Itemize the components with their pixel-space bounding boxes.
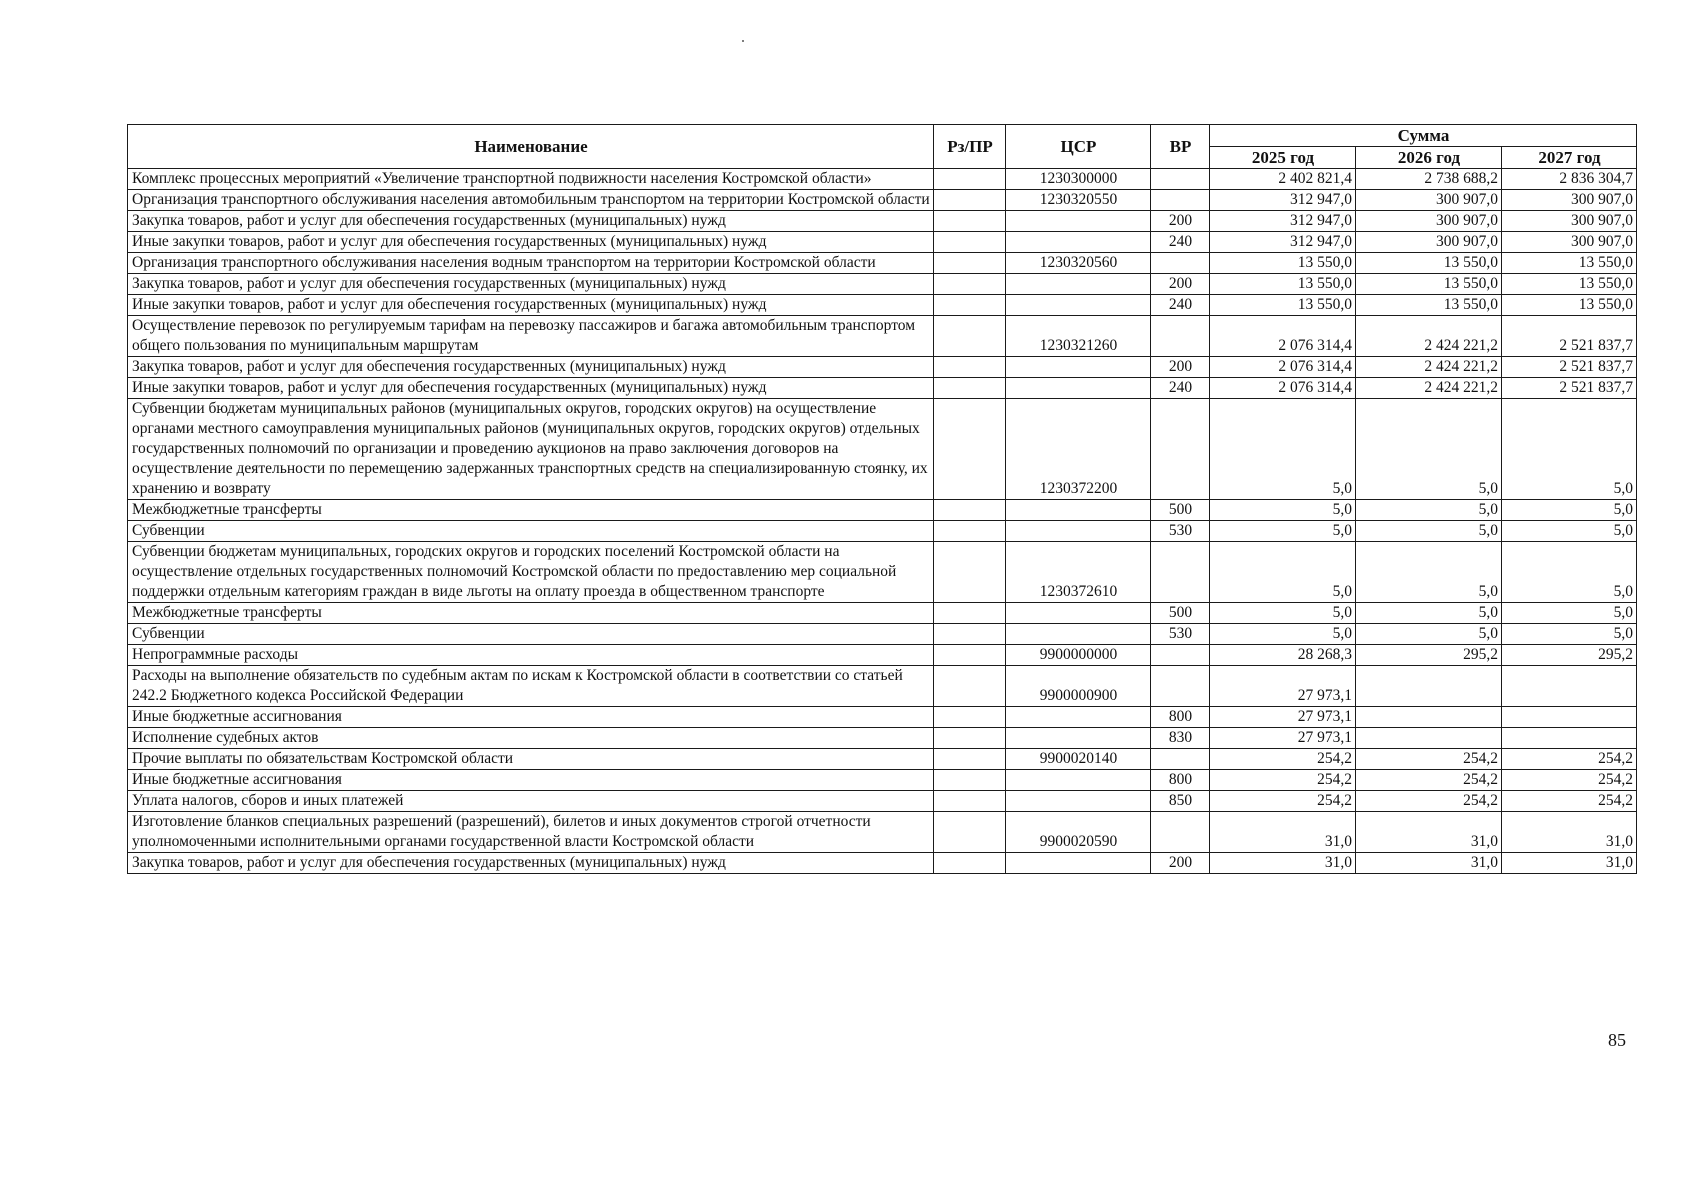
cell-2025: 254,2	[1210, 770, 1356, 791]
cell-csr: 1230321260	[1006, 316, 1151, 357]
cell-2025: 5,0	[1210, 399, 1356, 500]
cell-2027: 13 550,0	[1502, 274, 1637, 295]
cell-2025: 254,2	[1210, 749, 1356, 770]
cell-csr: 9900000000	[1006, 645, 1151, 666]
cell-rz	[934, 190, 1006, 211]
cell-vr	[1151, 399, 1210, 500]
cell-name: Прочие выплаты по обязательствам Костромской области	[128, 749, 934, 770]
cell-vr: 240	[1151, 378, 1210, 399]
cell-2026: 5,0	[1356, 624, 1502, 645]
cell-csr	[1006, 853, 1151, 874]
cell-2027: 300 907,0	[1502, 190, 1637, 211]
cell-2025: 5,0	[1210, 603, 1356, 624]
cell-2027	[1502, 707, 1637, 728]
cell-vr: 500	[1151, 500, 1210, 521]
cell-2027: 2 521 837,7	[1502, 378, 1637, 399]
cell-2026	[1356, 707, 1502, 728]
cell-name: Организация транспортного обслуживания населения автомобильным транспортом на территории Костромской области	[128, 190, 934, 211]
cell-csr: 9900020590	[1006, 812, 1151, 853]
cell-2025: 2 076 314,4	[1210, 357, 1356, 378]
cell-rz	[934, 521, 1006, 542]
cell-rz	[934, 211, 1006, 232]
cell-rz	[934, 169, 1006, 190]
cell-vr	[1151, 169, 1210, 190]
cell-rz	[934, 274, 1006, 295]
cell-name: Закупка товаров, работ и услуг для обеспечения государственных (муниципальных) нужд	[128, 211, 934, 232]
cell-vr: 200	[1151, 274, 1210, 295]
cell-csr	[1006, 728, 1151, 749]
cell-vr	[1151, 542, 1210, 603]
cell-2027: 295,2	[1502, 645, 1637, 666]
cell-2027: 31,0	[1502, 853, 1637, 874]
cell-vr: 240	[1151, 232, 1210, 253]
table-row	[128, 190, 1637, 211]
cell-csr: 1230372200	[1006, 399, 1151, 500]
header-2025: 2025 год	[1210, 147, 1356, 169]
cell-vr: 850	[1151, 791, 1210, 812]
header-vr: ВР	[1151, 125, 1210, 169]
cell-rz	[934, 707, 1006, 728]
cell-name: Осуществление перевозок по регулируемым тарифам на перевозку пассажиров и багажа автомобильным транспортом общего пользования по муниципальным маршрутам	[128, 316, 934, 357]
cell-rz	[934, 666, 1006, 707]
cell-name: Межбюджетные трансферты	[128, 603, 934, 624]
cell-name: Расходы на выполнение обязательств по судебным актам по искам к Костромской области в соответствии со статьей 242.2 Бюджетного кодекса Российской Федерации	[128, 666, 934, 707]
cell-2025: 27 973,1	[1210, 666, 1356, 707]
cell-vr: 530	[1151, 624, 1210, 645]
cell-vr	[1151, 645, 1210, 666]
cell-name: Закупка товаров, работ и услуг для обеспечения государственных (муниципальных) нужд	[128, 853, 934, 874]
table-row	[128, 316, 1637, 357]
cell-rz	[934, 603, 1006, 624]
cell-2026: 2 424 221,2	[1356, 357, 1502, 378]
cell-2027: 2 521 837,7	[1502, 357, 1637, 378]
table-row	[128, 791, 1637, 812]
cell-rz	[934, 542, 1006, 603]
cell-2026: 5,0	[1356, 500, 1502, 521]
cell-2027	[1502, 728, 1637, 749]
cell-vr: 240	[1151, 295, 1210, 316]
cell-csr: 1230372610	[1006, 542, 1151, 603]
cell-vr: 530	[1151, 521, 1210, 542]
table-row	[128, 253, 1637, 274]
cell-name: Иные закупки товаров, работ и услуг для обеспечения государственных (муниципальных) нужд	[128, 232, 934, 253]
cell-rz	[934, 728, 1006, 749]
table-row	[128, 812, 1637, 853]
cell-2026: 2 424 221,2	[1356, 378, 1502, 399]
cell-2026: 5,0	[1356, 399, 1502, 500]
cell-rz	[934, 378, 1006, 399]
cell-csr: 1230300000	[1006, 169, 1151, 190]
cell-2027: 2 836 304,7	[1502, 169, 1637, 190]
cell-2025: 13 550,0	[1210, 274, 1356, 295]
cell-2027: 5,0	[1502, 624, 1637, 645]
table-row	[128, 707, 1637, 728]
cell-2025: 5,0	[1210, 542, 1356, 603]
cell-csr	[1006, 791, 1151, 812]
cell-2025: 254,2	[1210, 791, 1356, 812]
cell-name: Межбюджетные трансферты	[128, 500, 934, 521]
table-row	[128, 211, 1637, 232]
table-row	[128, 399, 1637, 500]
cell-2027: 300 907,0	[1502, 232, 1637, 253]
cell-2026: 295,2	[1356, 645, 1502, 666]
cell-name: Комплекс процессных мероприятий «Увеличение транспортной подвижности населения Костромской области»	[128, 169, 934, 190]
cell-2026: 5,0	[1356, 603, 1502, 624]
cell-name: Непрограммные расходы	[128, 645, 934, 666]
cell-2027: 5,0	[1502, 500, 1637, 521]
cell-csr: 9900020140	[1006, 749, 1151, 770]
cell-csr	[1006, 603, 1151, 624]
cell-2026	[1356, 728, 1502, 749]
cell-name: Субвенции	[128, 624, 934, 645]
cell-vr: 200	[1151, 211, 1210, 232]
cell-vr: 800	[1151, 770, 1210, 791]
table-row	[128, 378, 1637, 399]
cell-csr	[1006, 707, 1151, 728]
cell-rz	[934, 624, 1006, 645]
cell-csr	[1006, 232, 1151, 253]
cell-vr	[1151, 190, 1210, 211]
cell-2027: 13 550,0	[1502, 253, 1637, 274]
cell-2026: 254,2	[1356, 749, 1502, 770]
cell-rz	[934, 749, 1006, 770]
scan-speck	[742, 40, 744, 42]
cell-2025: 13 550,0	[1210, 295, 1356, 316]
cell-rz	[934, 853, 1006, 874]
cell-2025: 13 550,0	[1210, 253, 1356, 274]
cell-name: Закупка товаров, работ и услуг для обеспечения государственных (муниципальных) нужд	[128, 274, 934, 295]
cell-rz	[934, 357, 1006, 378]
table-row	[128, 169, 1637, 190]
table-row	[128, 749, 1637, 770]
cell-rz	[934, 316, 1006, 357]
cell-rz	[934, 500, 1006, 521]
table-row	[128, 357, 1637, 378]
cell-2027: 254,2	[1502, 791, 1637, 812]
header-sum: Сумма	[1210, 125, 1637, 147]
cell-2027	[1502, 666, 1637, 707]
cell-2025: 27 973,1	[1210, 707, 1356, 728]
table-row	[128, 770, 1637, 791]
cell-rz	[934, 295, 1006, 316]
cell-csr: 1230320550	[1006, 190, 1151, 211]
cell-2025: 2 076 314,4	[1210, 378, 1356, 399]
cell-vr: 200	[1151, 853, 1210, 874]
table-row	[128, 500, 1637, 521]
cell-2025: 312 947,0	[1210, 190, 1356, 211]
cell-vr	[1151, 812, 1210, 853]
cell-name: Закупка товаров, работ и услуг для обеспечения государственных (муниципальных) нужд	[128, 357, 934, 378]
cell-rz	[934, 791, 1006, 812]
cell-vr	[1151, 253, 1210, 274]
cell-csr: 9900000900	[1006, 666, 1151, 707]
cell-vr	[1151, 666, 1210, 707]
cell-2025: 2 402 821,4	[1210, 169, 1356, 190]
cell-rz	[934, 770, 1006, 791]
cell-csr	[1006, 500, 1151, 521]
cell-2025: 31,0	[1210, 812, 1356, 853]
cell-2026: 13 550,0	[1356, 274, 1502, 295]
cell-name: Иные закупки товаров, работ и услуг для обеспечения государственных (муниципальных) нужд	[128, 378, 934, 399]
table-row	[128, 542, 1637, 603]
cell-csr	[1006, 521, 1151, 542]
table-row	[128, 666, 1637, 707]
table-header	[128, 125, 1637, 169]
cell-2026: 31,0	[1356, 812, 1502, 853]
cell-vr: 500	[1151, 603, 1210, 624]
cell-name: Иные бюджетные ассигнования	[128, 707, 934, 728]
cell-csr: 1230320560	[1006, 253, 1151, 274]
cell-2026: 5,0	[1356, 521, 1502, 542]
cell-vr: 830	[1151, 728, 1210, 749]
budget-table	[127, 124, 1637, 874]
cell-name: Субвенции	[128, 521, 934, 542]
cell-2027: 254,2	[1502, 770, 1637, 791]
header-2027: 2027 год	[1502, 147, 1637, 169]
cell-2027: 5,0	[1502, 521, 1637, 542]
table-row	[128, 603, 1637, 624]
cell-2026: 254,2	[1356, 770, 1502, 791]
cell-rz	[934, 253, 1006, 274]
cell-2025: 312 947,0	[1210, 211, 1356, 232]
cell-name: Иные закупки товаров, работ и услуг для обеспечения государственных (муниципальных) нужд	[128, 295, 934, 316]
cell-2027: 5,0	[1502, 542, 1637, 603]
cell-2025: 312 947,0	[1210, 232, 1356, 253]
table-row	[128, 728, 1637, 749]
cell-vr	[1151, 316, 1210, 357]
cell-2026: 2 738 688,2	[1356, 169, 1502, 190]
table-row	[128, 274, 1637, 295]
cell-name: Уплата налогов, сборов и иных платежей	[128, 791, 934, 812]
cell-name: Иные бюджетные ассигнования	[128, 770, 934, 791]
cell-2025: 28 268,3	[1210, 645, 1356, 666]
cell-2026: 300 907,0	[1356, 232, 1502, 253]
cell-csr	[1006, 357, 1151, 378]
cell-csr	[1006, 274, 1151, 295]
cell-2026: 2 424 221,2	[1356, 316, 1502, 357]
cell-name: Организация транспортного обслуживания населения водным транспортом на территории Костромской области	[128, 253, 934, 274]
cell-csr	[1006, 211, 1151, 232]
cell-2026: 13 550,0	[1356, 253, 1502, 274]
cell-2026: 31,0	[1356, 853, 1502, 874]
cell-rz	[934, 812, 1006, 853]
table-row	[128, 521, 1637, 542]
cell-csr	[1006, 770, 1151, 791]
cell-2026: 254,2	[1356, 791, 1502, 812]
table-row	[128, 232, 1637, 253]
cell-name: Изготовление бланков специальных разрешений (разрешений), билетов и иных документов строгой отчетности уполномоченными исполнительными органами государственной власти Костромской области	[128, 812, 934, 853]
cell-2026	[1356, 666, 1502, 707]
cell-2027: 2 521 837,7	[1502, 316, 1637, 357]
cell-vr	[1151, 749, 1210, 770]
header-2026: 2026 год	[1356, 147, 1502, 169]
page-number: 85	[1608, 1030, 1626, 1050]
cell-vr: 200	[1151, 357, 1210, 378]
table-row	[128, 853, 1637, 874]
cell-2027: 13 550,0	[1502, 295, 1637, 316]
table-body	[128, 169, 1637, 874]
cell-name: Исполнение судебных актов	[128, 728, 934, 749]
cell-2027: 31,0	[1502, 812, 1637, 853]
cell-name: Субвенции бюджетам муниципальных районов (муниципальных округов, городских округов) на осуществление органами местного самоуправления муниципальных районов (муниципальных округов, городских округов) отдельных государственных полномочий по организации и проведению аукционов на право заключения договоров на осуществление деятельности по перемещению задержанных транспортных средств на специализированную стоянку, их хранению и возврату	[128, 399, 934, 500]
cell-2025: 5,0	[1210, 624, 1356, 645]
cell-csr	[1006, 378, 1151, 399]
cell-2027: 300 907,0	[1502, 211, 1637, 232]
table-row	[128, 295, 1637, 316]
header-csr: ЦСР	[1006, 125, 1151, 169]
cell-2026: 300 907,0	[1356, 211, 1502, 232]
cell-2027: 5,0	[1502, 603, 1637, 624]
cell-name: Субвенции бюджетам муниципальных, городских округов и городских поселений Костромской области на осуществление отдельных государственных полномочий Костромской области по предоставлению мер социальной поддержки отдельным категориям граждан в виде льготы на оплату проезда в общественном транспорте	[128, 542, 934, 603]
cell-2025: 5,0	[1210, 500, 1356, 521]
table-row	[128, 624, 1637, 645]
cell-rz	[934, 232, 1006, 253]
cell-2026: 5,0	[1356, 542, 1502, 603]
cell-2025: 31,0	[1210, 853, 1356, 874]
cell-2027: 254,2	[1502, 749, 1637, 770]
header-rz: Рз/ПР	[934, 125, 1006, 169]
table-row	[128, 645, 1637, 666]
cell-2025: 2 076 314,4	[1210, 316, 1356, 357]
cell-csr	[1006, 295, 1151, 316]
cell-rz	[934, 399, 1006, 500]
cell-rz	[934, 645, 1006, 666]
cell-2025: 27 973,1	[1210, 728, 1356, 749]
cell-2025: 5,0	[1210, 521, 1356, 542]
cell-vr: 800	[1151, 707, 1210, 728]
cell-csr	[1006, 624, 1151, 645]
header-name: Наименование	[128, 125, 934, 169]
cell-2026: 300 907,0	[1356, 190, 1502, 211]
cell-2027: 5,0	[1502, 399, 1637, 500]
cell-2026: 13 550,0	[1356, 295, 1502, 316]
